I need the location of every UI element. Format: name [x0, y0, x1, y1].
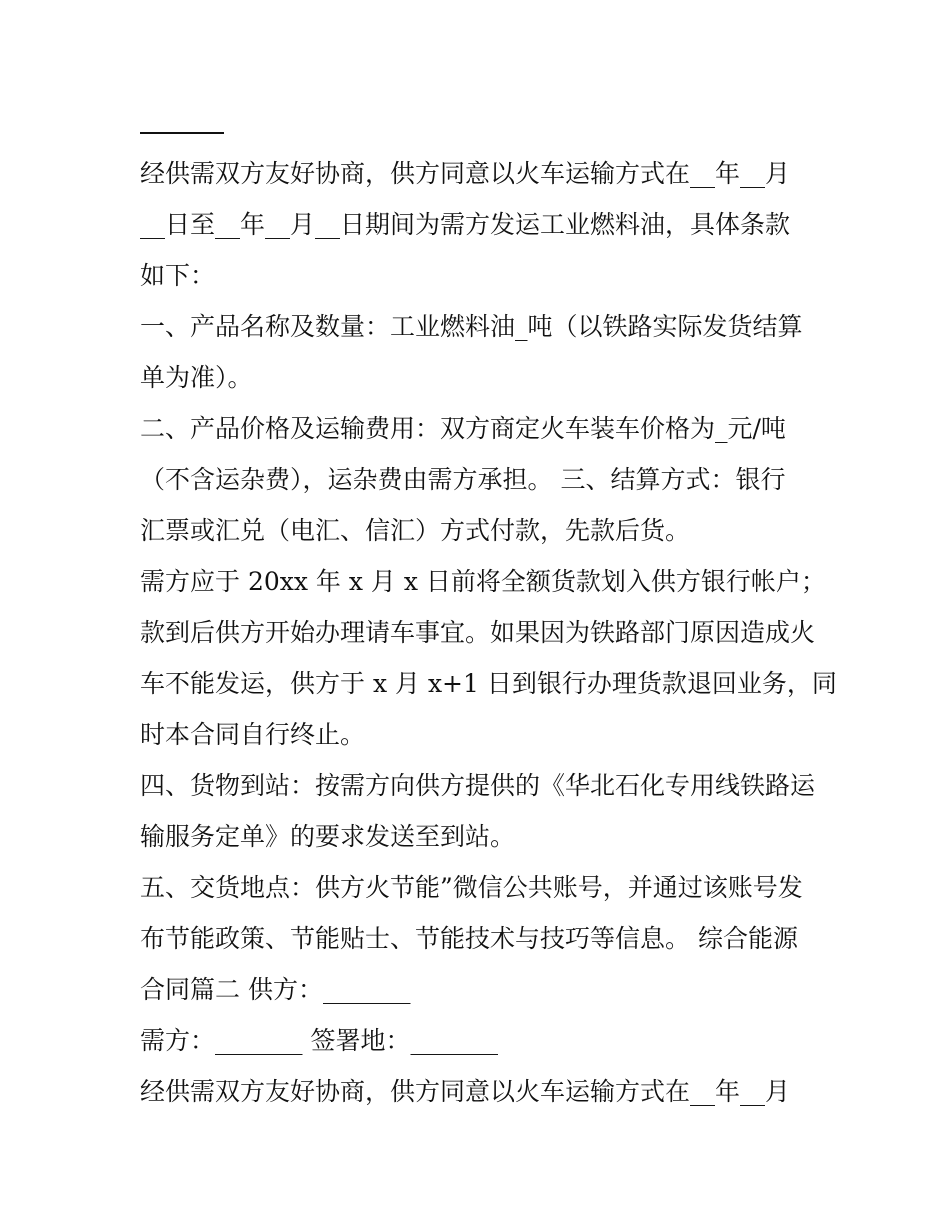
text-line: 布节能政策、节能贴士、节能技术与技巧等信息。 综合能源	[140, 924, 798, 953]
top-blank-rule	[140, 132, 224, 134]
text-line: 合同篇二 供方：_______	[140, 975, 411, 1004]
text-line: 需方：_______ 签署地：_______	[140, 1026, 498, 1055]
text-line: 需方应于 20xx 年 x 月 x 日前将全额货款划入供方银行帐户；	[140, 567, 826, 596]
text-line: __日至__年__月__日期间为需方发运工业燃料油，具体条款	[140, 210, 791, 239]
document-body	[140, 148, 837, 1117]
text-line: 输服务定单》的要求发送至到站。	[140, 822, 516, 851]
text-line: 款到后供方开始办理请车事宜。如果因为铁路部门原因造成火	[140, 618, 816, 647]
text-line: 五、交货地点：供方火节能”微信公共账号，并通过该账号发	[140, 873, 803, 902]
text-line: 汇票或汇兑（电汇、信汇）方式付款，先款后货。	[140, 516, 691, 545]
text-line: 如下：	[140, 261, 216, 290]
text-line: 时本合同自行终止。	[140, 720, 366, 749]
text-line: 四、货物到站：按需方向供方提供的《华北石化专用线铁路运	[140, 771, 816, 800]
text-line: （不含运杂费），运杂费由需方承担。 三、结算方式：银行	[140, 465, 786, 494]
text-line: 二、产品价格及运输费用：双方商定火车装车价格为_元/吨	[140, 414, 786, 443]
text-line: 经供需双方友好协商，供方同意以火车运输方式在__年__月	[140, 1077, 791, 1106]
text-line: 车不能发运，供方于 x 月 x+1 日到银行办理货款退回业务，同	[140, 669, 837, 698]
text-line: 一、产品名称及数量：工业燃料油_吨（以铁路实际发货结算	[140, 312, 803, 341]
text-line: 经供需双方友好协商，供方同意以火车运输方式在__年__月	[140, 159, 791, 188]
text-line: 单为准）。	[140, 363, 253, 392]
